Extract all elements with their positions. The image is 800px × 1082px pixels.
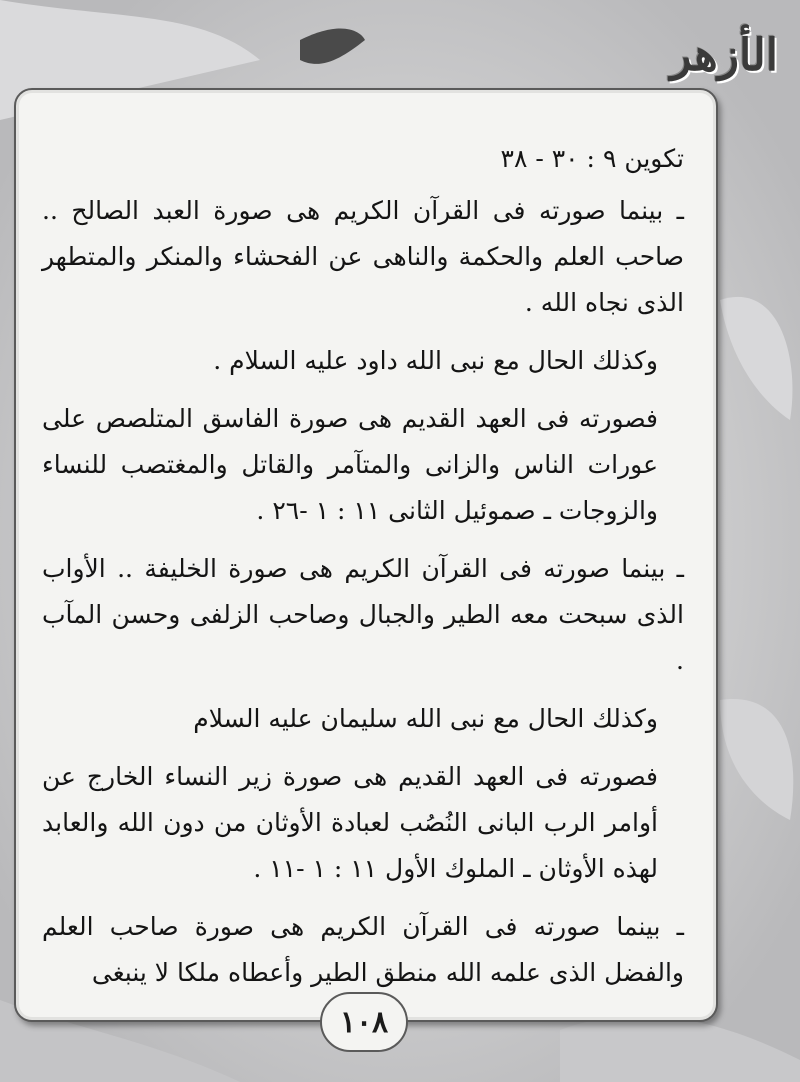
paragraph: ـ بينما صورته فى القرآن الكريم هى صورة صاحب العلم والفضل الذى علمه الله منطق الطير وأعطاه ملكا لا ينبغى: [42, 912, 684, 987]
paragraph: وكذلك الحال مع نبى الله داود عليه السلام .: [213, 346, 658, 375]
scripture-reference: تكوين ٩ : ٣٠ - ٣٨: [500, 144, 684, 173]
magazine-logo: الأزهر: [670, 30, 778, 81]
paragraph: فصورته فى العهد القديم هى صورة الفاسق المتلصص على عورات الناس والزانى والمتآمر والقاتل والمغتصب للنساء والزوجات ـ صموئيل الثانى ١١ : ١ -٢٦ .: [42, 404, 658, 525]
paragraph: فصورته فى العهد القديم هى صورة زير النساء الخارج عن أوامر الرب البانى النُصُب لعبادة الأوثان من دون الله والعابد لهذه الأوثان ـ الملوك الأول ١١ : ١ -١١ .: [42, 762, 658, 883]
article-body: [42, 136, 684, 1008]
paragraph: وكذلك الحال مع نبى الله سليمان عليه السلام: [193, 704, 658, 733]
paragraph: ـ بينما صورته فى القرآن الكريم هى صورة الخليفة .. الأواب الذى سبحت معه الطير والجبال وصاحب الزلفى وحسن المآب .: [42, 554, 684, 675]
paragraph: ـ بينما صورته فى القرآن الكريم هى صورة العبد الصالح .. صاحب العلم والحكمة والناهى عن الفحشاء والمنكر والمتطهر الذى نجاه الله .: [42, 196, 684, 317]
page-number: ١٠٨: [320, 992, 408, 1052]
